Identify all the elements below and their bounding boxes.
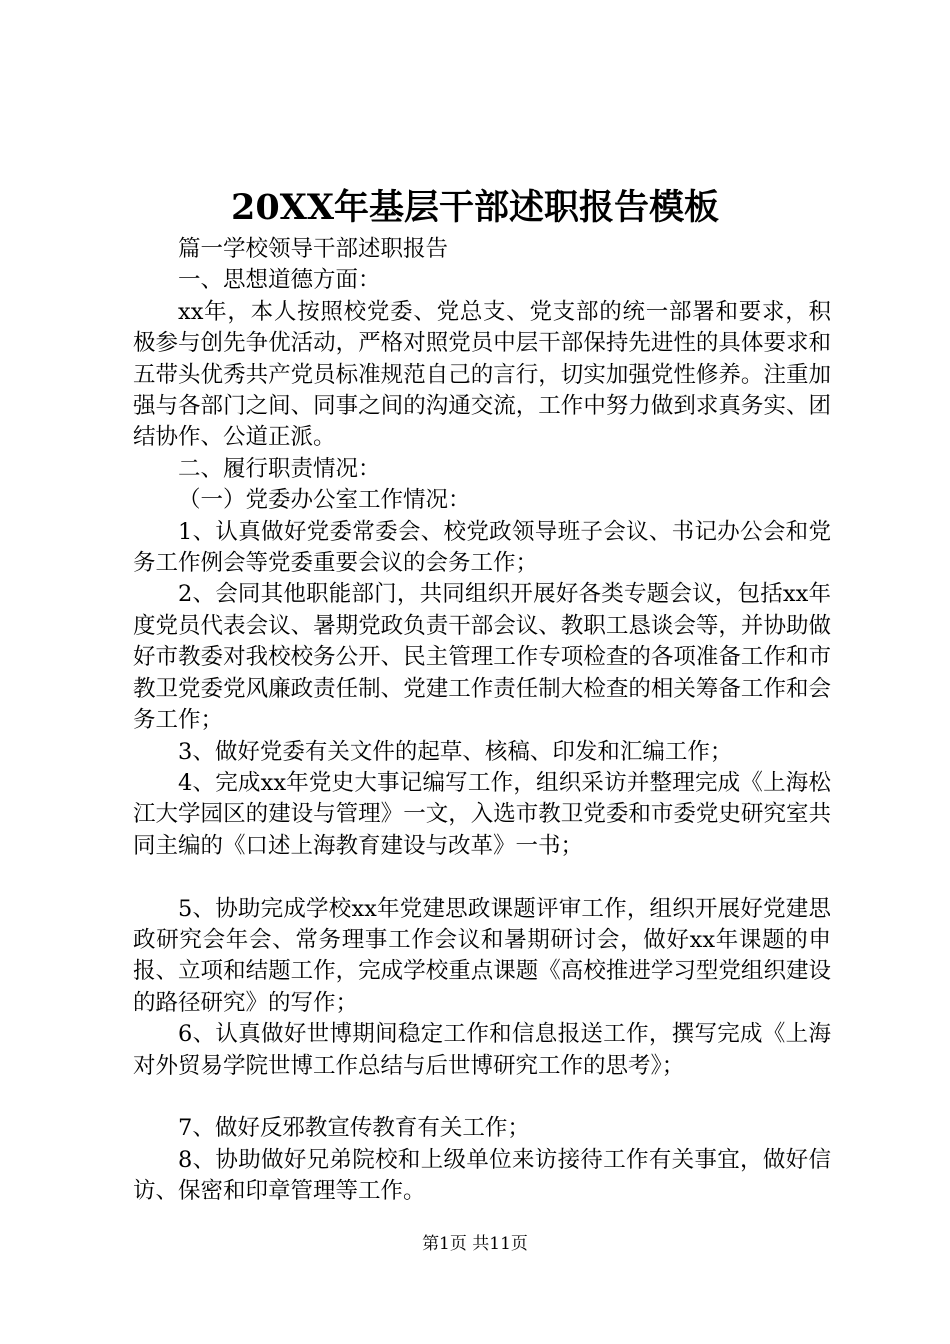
list-item: 7、做好反邪教宣传教育有关工作； [178, 1115, 530, 1142]
list-item: 3、做好党委有关文件的起草、核稿、印发和汇编工作； [178, 738, 733, 765]
document-body [133, 234, 831, 1208]
list-item: 4、完成xx年党史大事记编写工作，组织采访并整理完成《上海松江大学园区的建设与管理》一文，入选市教卫党委和市委党史研究室共同主编的《口述上海教育建设与改革》一书； [133, 769, 831, 859]
subsection-heading: （一）党委办公室工作情况： [178, 487, 471, 514]
page-footer: 第1页 共11页 [422, 1234, 528, 1254]
blank-line [133, 862, 831, 893]
document-title: 20XX年基层干部述职报告模板 [230, 187, 720, 228]
list-item: 2、会同其他职能部门，共同组织开展好各类专题会议，包括xx年度党员代表会议、暑期党政负责干部会议、教职工恳谈会等，并协助做好市教委对我校校务公开、民主管理工作专项检查的各项准备工作和市教卫党委党风廉政责任制、党建工作责任制大检查的相关筹备工作和会务工作； [133, 581, 831, 734]
list-item: 5、协助完成学校xx年党建思政课题评审工作，组织开展好党建思政研究会年会、常务理事工作会议和暑期研讨会，做好xx年课题的申报、立项和结题工作，完成学校重点课题《高校推进学习型党组织建设的路径研究》的写作； [133, 895, 831, 1016]
list-item: 8、协助做好兄弟院校和上级单位来访接待工作有关事宜，做好信访、保密和印章管理等工作。 [133, 1146, 831, 1205]
section-heading: 篇一学校领导干部述职报告 [178, 236, 449, 262]
list-item: 1、认真做好党委常委会、校党政领导班子会议、书记办公会和党务工作例会等党委重要会议的会务工作； [133, 518, 831, 577]
blank-line [133, 1082, 831, 1113]
paragraph: xx年，本人按照校党委、党总支、党支部的统一部署和要求，积极参与创先争优活动，严格对照党员中层干部保持先进性的具体要求和五带头优秀共产党员标准规范自己的言行，切实加强党性修养。注重加强与各部门之间、同事之间的沟通交流，工作中努力做到求真务实、团结协作、公道正派。 [133, 298, 831, 451]
subsection-heading: 一、思想道德方面： [178, 267, 381, 294]
subsection-heading: 二、履行职责情况： [178, 455, 381, 482]
list-item: 6、认真做好世博期间稳定工作和信息报送工作，撰写完成《上海对外贸易学院世博工作总结与后世博研究工作的思考》； [133, 1021, 831, 1079]
